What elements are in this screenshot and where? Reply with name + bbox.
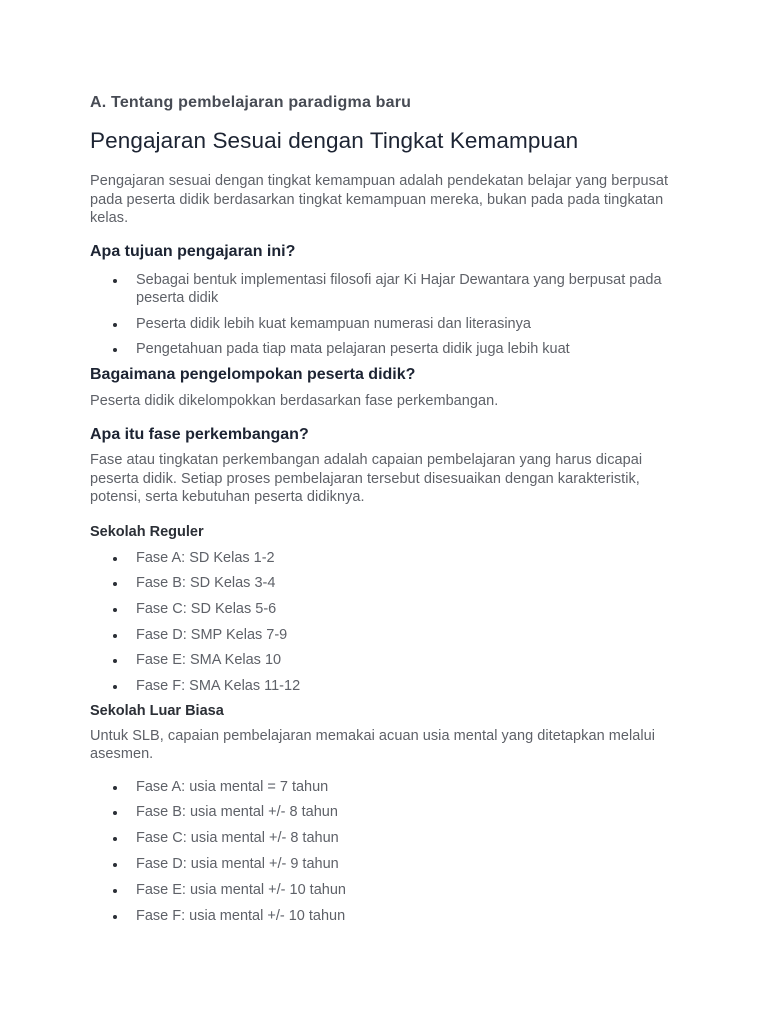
bullet-icon [113, 659, 117, 663]
list-item: Fase A: SD Kelas 1-2 [90, 549, 678, 568]
bullet-icon [113, 608, 117, 612]
bullet-icon [113, 915, 117, 919]
list-item: Fase E: SMA Kelas 10 [90, 651, 678, 670]
list-item: Fase C: usia mental +/- 8 tahun [90, 829, 678, 848]
goal-list [90, 271, 678, 359]
bullet-icon [113, 786, 117, 790]
grouping-paragraph: Peserta didik dikelompokkan berdasarkan fase perkembangan. [90, 392, 499, 409]
bullet-icon [113, 582, 117, 586]
bullet-icon [113, 634, 117, 638]
page-title: Pengajaran Sesuai dengan Tingkat Kemampuan [90, 128, 579, 153]
regular-school-list [90, 549, 678, 696]
bullet-icon [113, 685, 117, 689]
special-school-list [90, 778, 678, 925]
list-item: Peserta didik lebih kuat kemampuan numerasi dan literasinya [90, 315, 678, 334]
grouping-heading: Bagaimana pengelompokan peserta didik? [90, 365, 416, 383]
list-item: Fase E: usia mental +/- 10 tahun [90, 881, 678, 900]
list-item: Sebagai bentuk implementasi filosofi ajar Ki Hajar Dewantara yang berpusat pada peserta didik [90, 271, 678, 308]
special-school-paragraph: Untuk SLB, capaian pembelajaran memakai acuan usia mental yang ditetapkan melalui asesmen. [90, 727, 656, 763]
regular-school-heading: Sekolah Reguler [90, 523, 204, 540]
bullet-icon [113, 348, 117, 352]
list-item: Fase B: SD Kelas 3-4 [90, 574, 678, 593]
list-item: Pengetahuan pada tiap mata pelajaran peserta didik juga lebih kuat [90, 340, 678, 359]
list-item: Fase C: SD Kelas 5-6 [90, 600, 678, 619]
bullet-icon [113, 863, 117, 867]
list-item: Fase A: usia mental = 7 tahun [90, 778, 678, 797]
list-item: Fase B: usia mental +/- 8 tahun [90, 803, 678, 822]
list-item: Fase D: SMP Kelas 7-9 [90, 626, 678, 645]
bullet-icon [113, 279, 117, 283]
phase-heading: Apa itu fase perkembangan? [90, 426, 309, 443]
list-item: Fase F: usia mental +/- 10 tahun [90, 907, 678, 926]
list-item: Fase F: SMA Kelas 11-12 [90, 677, 678, 696]
section-label: A. Tentang pembelajaran paradigma baru [90, 94, 412, 111]
goal-heading: Apa tujuan pengajaran ini? [90, 242, 296, 260]
special-school-heading: Sekolah Luar Biasa [90, 702, 224, 719]
bullet-icon [113, 837, 117, 841]
bullet-icon [113, 811, 117, 815]
intro-paragraph: Pengajaran sesuai dengan tingkat kemampuan adalah pendekatan belajar yang berpusat pada peserta didik berdasarkan tingkat kemampuan mereka, bukan pada pada tingkatan kelas. [90, 173, 669, 226]
bullet-icon [113, 557, 117, 561]
bullet-icon [113, 323, 117, 327]
phase-paragraph: Fase atau tingkatan perkembangan adalah capaian pembelajaran yang harus dicapai peserta didik. Setiap proses pembelajaran tersebut disesuaikan dengan karakteristik, potensi, serta kebutuhan peserta didiknya. [90, 452, 643, 505]
bullet-icon [113, 889, 117, 893]
list-item: Fase D: usia mental +/- 9 tahun [90, 855, 678, 874]
